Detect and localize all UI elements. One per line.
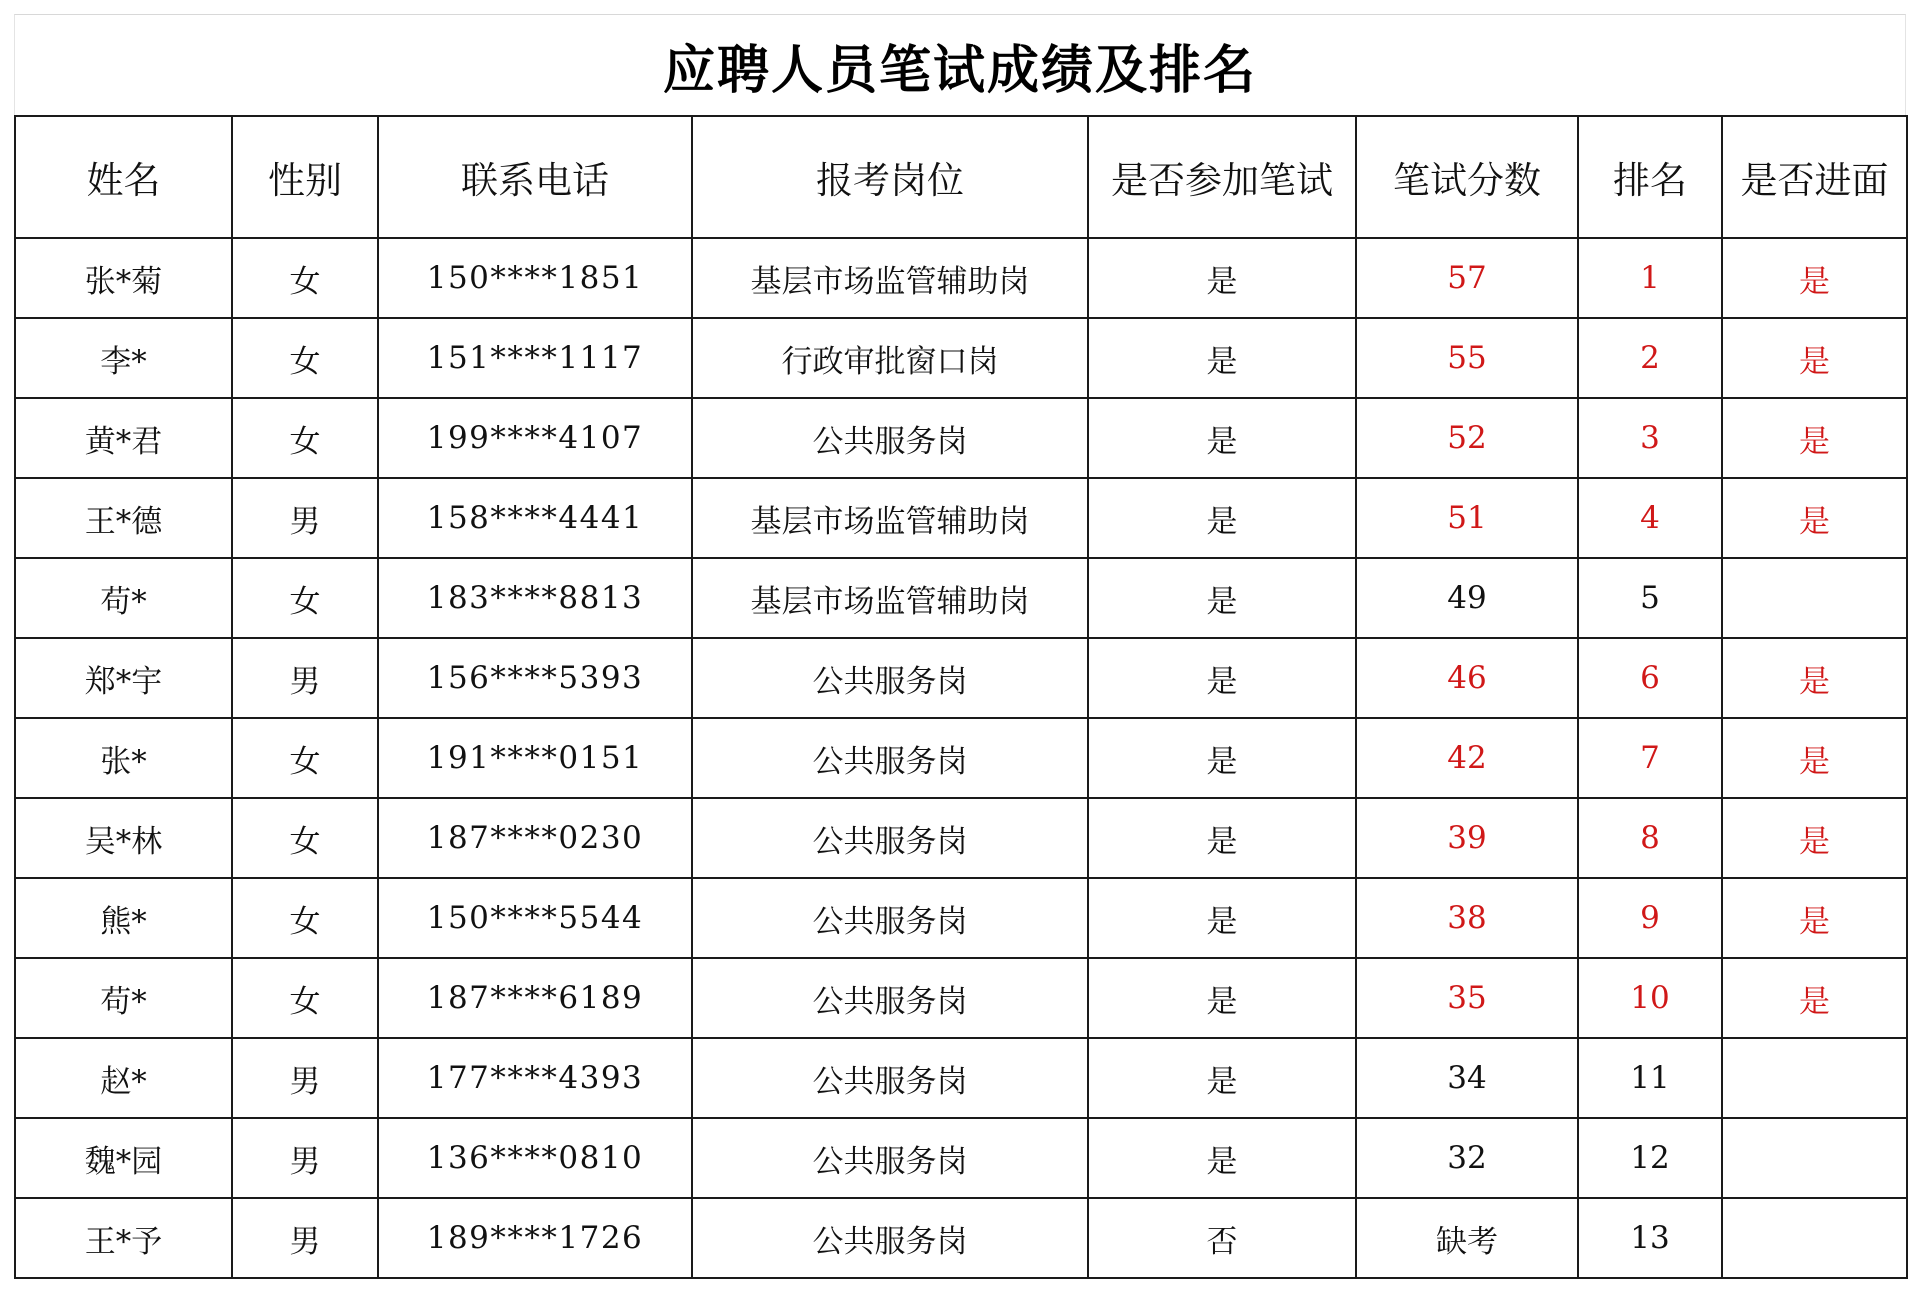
cell-interview: 是 <box>1722 318 1907 398</box>
cell-score: 49 <box>1356 558 1578 638</box>
cell-rank: 7 <box>1578 718 1722 798</box>
cell-gender: 女 <box>232 878 378 958</box>
cell-attended: 是 <box>1088 398 1356 478</box>
cell-attended: 是 <box>1088 478 1356 558</box>
cell-name: 王*予 <box>15 1198 232 1278</box>
col-header-position: 报考岗位 <box>692 116 1088 238</box>
cell-phone: 187****6189 <box>378 958 692 1038</box>
cell-score: 42 <box>1356 718 1578 798</box>
cell-score: 51 <box>1356 478 1578 558</box>
table-row <box>15 718 1907 798</box>
cell-gender: 男 <box>232 1118 378 1198</box>
cell-interview <box>1722 1118 1907 1198</box>
table-row <box>15 1038 1907 1118</box>
cell-gender: 男 <box>232 478 378 558</box>
cell-score: 32 <box>1356 1118 1578 1198</box>
cell-phone: 158****4441 <box>378 478 692 558</box>
cell-name: 吴*林 <box>15 798 232 878</box>
cell-score: 缺考 <box>1356 1198 1578 1278</box>
cell-gender: 男 <box>232 638 378 718</box>
cell-rank: 12 <box>1578 1118 1722 1198</box>
cell-name: 张* <box>15 718 232 798</box>
cell-attended: 是 <box>1088 638 1356 718</box>
cell-interview <box>1722 1198 1907 1278</box>
cell-interview: 是 <box>1722 238 1907 318</box>
cell-position: 基层市场监管辅助岗 <box>692 478 1088 558</box>
cell-phone: 199****4107 <box>378 398 692 478</box>
cell-position: 公共服务岗 <box>692 878 1088 958</box>
cell-interview: 是 <box>1722 878 1907 958</box>
cell-position: 基层市场监管辅助岗 <box>692 238 1088 318</box>
cell-rank: 6 <box>1578 638 1722 718</box>
cell-name: 黄*君 <box>15 398 232 478</box>
cell-position: 公共服务岗 <box>692 718 1088 798</box>
cell-rank: 8 <box>1578 798 1722 878</box>
cell-attended: 是 <box>1088 1118 1356 1198</box>
cell-attended: 是 <box>1088 1038 1356 1118</box>
cell-gender: 女 <box>232 398 378 478</box>
cell-position: 行政审批窗口岗 <box>692 318 1088 398</box>
cell-position: 公共服务岗 <box>692 638 1088 718</box>
table-row <box>15 238 1907 318</box>
cell-score: 34 <box>1356 1038 1578 1118</box>
page-title: 应聘人员笔试成绩及排名 <box>662 39 1257 101</box>
cell-position: 公共服务岗 <box>692 1038 1088 1118</box>
col-header-score: 笔试分数 <box>1356 116 1578 238</box>
table-row <box>15 478 1907 558</box>
cell-name: 王*德 <box>15 478 232 558</box>
cell-score: 52 <box>1356 398 1578 478</box>
cell-phone: 150****1851 <box>378 238 692 318</box>
cell-gender: 男 <box>232 1198 378 1278</box>
cell-position: 公共服务岗 <box>692 958 1088 1038</box>
cell-rank: 3 <box>1578 398 1722 478</box>
header-row <box>15 116 1907 238</box>
cell-score: 38 <box>1356 878 1578 958</box>
cell-interview: 是 <box>1722 718 1907 798</box>
cell-attended: 是 <box>1088 958 1356 1038</box>
cell-name: 熊* <box>15 878 232 958</box>
cell-attended: 是 <box>1088 718 1356 798</box>
cell-interview: 是 <box>1722 478 1907 558</box>
cell-name: 李* <box>15 318 232 398</box>
col-header-interview: 是否进面 <box>1722 116 1907 238</box>
cell-attended: 是 <box>1088 878 1356 958</box>
cell-interview: 是 <box>1722 638 1907 718</box>
cell-interview: 是 <box>1722 798 1907 878</box>
cell-rank: 1 <box>1578 238 1722 318</box>
col-header-phone: 联系电话 <box>378 116 692 238</box>
cell-gender: 女 <box>232 798 378 878</box>
cell-phone: 150****5544 <box>378 878 692 958</box>
cell-name: 苟* <box>15 958 232 1038</box>
cell-gender: 女 <box>232 318 378 398</box>
cell-score: 46 <box>1356 638 1578 718</box>
cell-phone: 183****8813 <box>378 558 692 638</box>
cell-phone: 156****5393 <box>378 638 692 718</box>
cell-rank: 4 <box>1578 478 1722 558</box>
cell-position: 公共服务岗 <box>692 398 1088 478</box>
cell-attended: 是 <box>1088 238 1356 318</box>
col-header-rank: 排名 <box>1578 116 1722 238</box>
table-row <box>15 1118 1907 1198</box>
table-row <box>15 318 1907 398</box>
cell-rank: 5 <box>1578 558 1722 638</box>
cell-gender: 男 <box>232 1038 378 1118</box>
cell-score: 55 <box>1356 318 1578 398</box>
cell-position: 基层市场监管辅助岗 <box>692 558 1088 638</box>
cell-position: 公共服务岗 <box>692 798 1088 878</box>
cell-position: 公共服务岗 <box>692 1118 1088 1198</box>
cell-score: 57 <box>1356 238 1578 318</box>
table-row <box>15 1198 1907 1278</box>
table-row <box>15 558 1907 638</box>
cell-position: 公共服务岗 <box>692 1198 1088 1278</box>
cell-score: 39 <box>1356 798 1578 878</box>
cell-gender: 女 <box>232 238 378 318</box>
cell-rank: 13 <box>1578 1198 1722 1278</box>
cell-attended: 是 <box>1088 558 1356 638</box>
cell-phone: 177****4393 <box>378 1038 692 1118</box>
cell-name: 张*菊 <box>15 238 232 318</box>
cell-phone: 191****0151 <box>378 718 692 798</box>
col-header-attended: 是否参加笔试 <box>1088 116 1356 238</box>
cell-phone: 151****1117 <box>378 318 692 398</box>
cell-phone: 136****0810 <box>378 1118 692 1198</box>
table-row <box>15 878 1907 958</box>
cell-interview: 是 <box>1722 958 1907 1038</box>
cell-phone: 189****1726 <box>378 1198 692 1278</box>
cell-gender: 女 <box>232 958 378 1038</box>
cell-rank: 9 <box>1578 878 1722 958</box>
table-row <box>15 398 1907 478</box>
table-row <box>15 798 1907 878</box>
cell-name: 魏*园 <box>15 1118 232 1198</box>
cell-interview: 是 <box>1722 398 1907 478</box>
cell-rank: 10 <box>1578 958 1722 1038</box>
table-row <box>15 638 1907 718</box>
cell-attended: 是 <box>1088 318 1356 398</box>
cell-rank: 2 <box>1578 318 1722 398</box>
cell-interview <box>1722 1038 1907 1118</box>
col-header-gender: 性别 <box>232 116 378 238</box>
cell-attended: 是 <box>1088 798 1356 878</box>
cell-gender: 女 <box>232 718 378 798</box>
score-sheet <box>14 14 1906 1278</box>
table-row <box>15 958 1907 1038</box>
cell-phone: 187****0230 <box>378 798 692 878</box>
cell-name: 郑*宇 <box>15 638 232 718</box>
col-header-name: 姓名 <box>15 116 232 238</box>
cell-name: 赵* <box>15 1038 232 1118</box>
cell-interview <box>1722 558 1907 638</box>
cell-name: 苟* <box>15 558 232 638</box>
cell-gender: 女 <box>232 558 378 638</box>
cell-attended: 否 <box>1088 1198 1356 1278</box>
score-table <box>14 115 1908 1279</box>
cell-rank: 11 <box>1578 1038 1722 1118</box>
title-bar <box>14 14 1906 115</box>
cell-score: 35 <box>1356 958 1578 1038</box>
